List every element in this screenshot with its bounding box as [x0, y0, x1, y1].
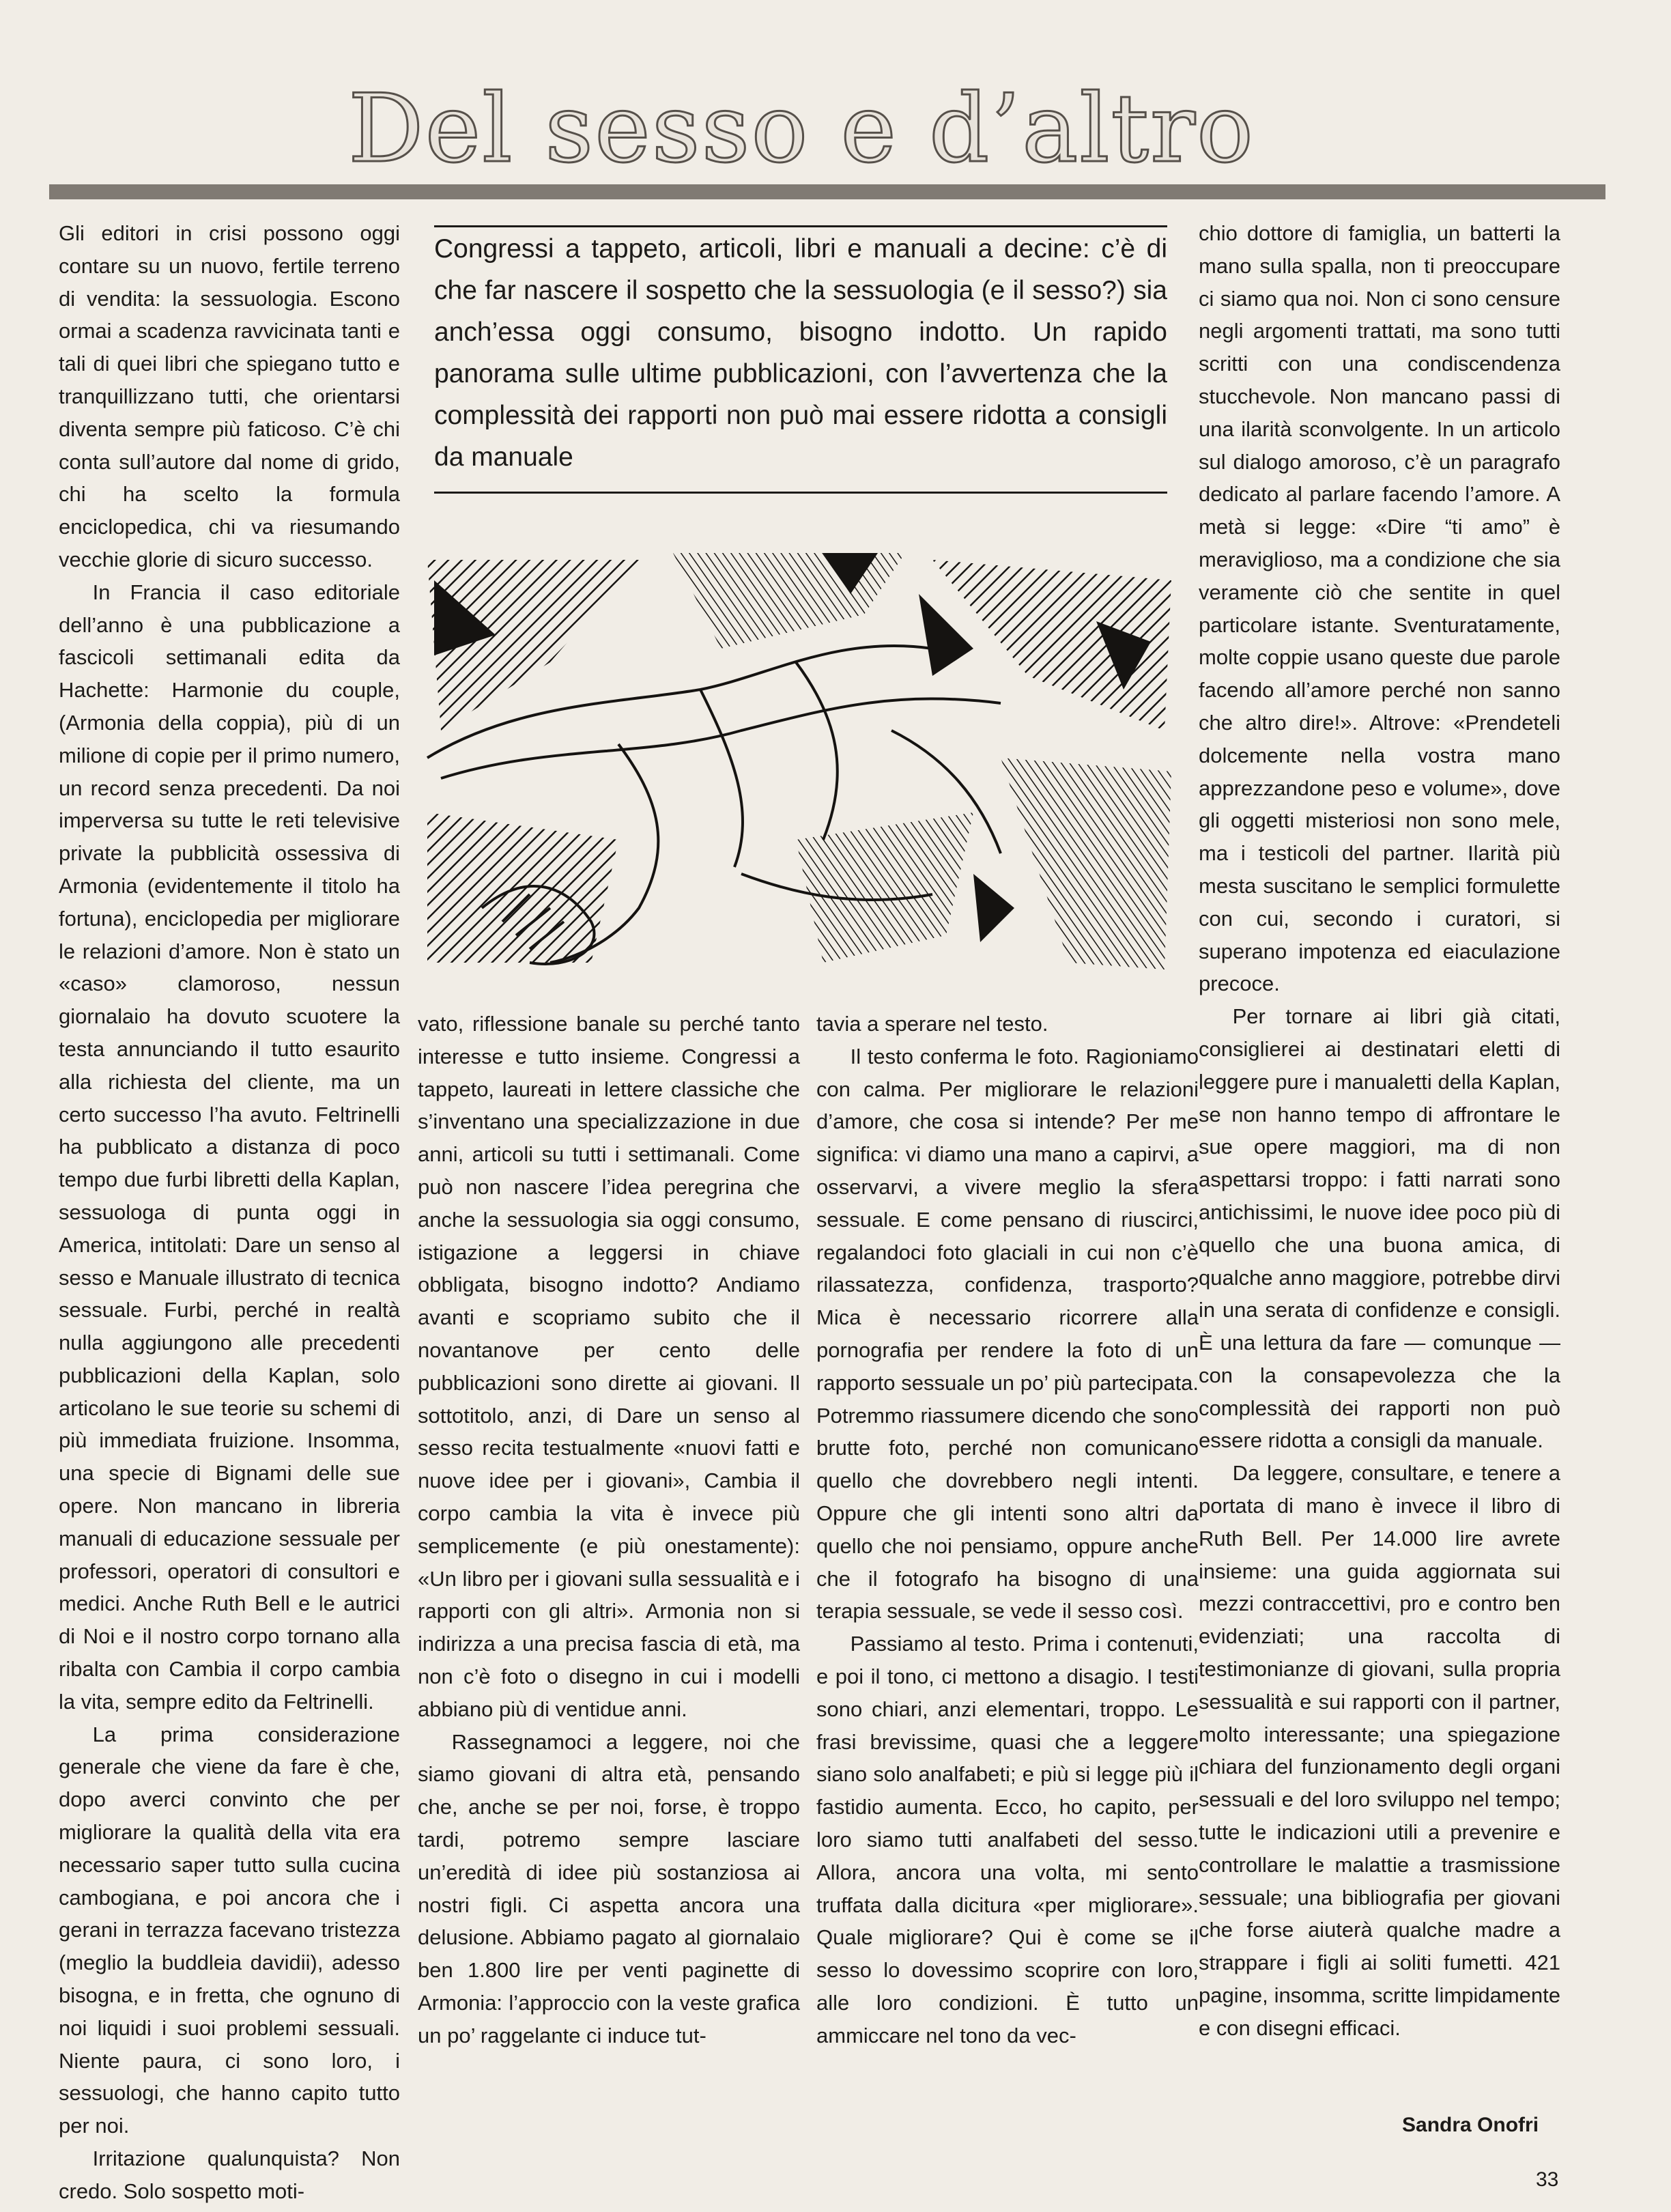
column-1: [59, 217, 400, 2208]
paragraph: chio dottore di famiglia, un batterti la mano sulla spalla, non ti preoccupare ci siamo qua noi. Non ci sono censure negli argomenti trattati, ma sono tutti scritti con una condiscendenza stucchevole. Non mancano passi di una ilarità sconvolgente. In un articolo sul dialogo amoroso, c’è un paragrafo dedicato al parlare facendo l’amore. A metà si legge: «Dire “ti amo” è meraviglioso, ma a condizione che sia veramente ciò che sentite in quel particolare istante. Sventuratamente, molte coppie usano queste due parole facendo all’amore perché non sanno che altro dire!». Altrove: «Prendeteli dolcemente nella vostra mano apprezzandone peso e volume», dove gli oggetti misteriosi non sono mele, ma i testicoli del partner. Ilarità più mesta suscitano le semplici formulette con cui, secondo i curatori, si superano impotenza ed eiaculazione precoce.: [1199, 221, 1560, 996]
illustration: [414, 553, 1178, 976]
paragraph: Il testo conferma le foto. Ragioniamo con calma. Per migliorare le relazioni d’amore, che cosa si intende? Per me significa: vi diamo una mano a capirvi, a osservarvi, a vivere meglio la sfera sessuale. E come pensano di riuscirci, regalandoci foto glaciali in cui non c’è rilassatezza, confidenza, trasporto? Mica è necessario ricorrere alla pornografia per rendere la foto di un rapporto sessuale un po’ più partecipata. Potremmo riassumere dicendo che sono brutte foto, perché non comunicano quello che dovrebbero negli intenti. Oppure che gli intenti sono altri da quello che noi pensiamo, oppure anche che il fotografo ha bisogno di una terapia sessuale, se vede il sesso così.: [816, 1044, 1199, 1623]
page-number: 33: [1536, 2168, 1559, 2191]
paragraph: Gli editori in crisi possono oggi contare su un nuovo, fertile terreno di vendita: la sessuologia. Escono ormai a scadenza ravvicinata tanti e tali di quei libri che spiegano tutto e tranquillizzano tutti, che orientarsi diventa sempre più faticoso. C’è chi conta sull’autore dal nome di grido, chi ha scelto la formula enciclopedica, chi va riesumando vecchie glorie di sicuro successo.: [59, 221, 400, 571]
lead-summary: Congressi a tappeto, articoli, libri e manuali a decine: c’è di che far nascere il sospetto che la sessuologia (e il sesso?) sia anch’essa oggi consumo, bisogno indotto. Un rapido panorama sulle ultime pubblicazioni, con l’avvertenza che la complessità dei rapporti non può mai essere ridotta a consigli da manuale: [434, 234, 1167, 472]
paragraph: tavia a sperare nel testo.: [816, 1012, 1048, 1036]
paragraph: vato, riflessione banale su perché tanto interesse e tutto insieme. Congressi a tappeto, laureati in lettere classiche che s’inventano una specializzazione in due anni, articoli su tutti i settimanali. Come può non nascere l’idea peregrina che anche la sessuologia sia oggi consumo, istigazione a leggersi in chiave obbligata, bisogno indotto? Andiamo avanti e scopriamo subito che il novantanove per cento delle pubblicazioni sono dirette ai giovani. Il sottotitolo, anzi, di Dare un senso al sesso recita testualmente «nuovi fatti e nuove idee per i giovani», Cambia il corpo cambia la vita è invece più semplicemente (e più onestamente): «Un libro per i giovani sulla sessualità e i rapporti con gli altri». Armonia non si indirizza a una precisa fascia di età, ma non c’è foto o disegno in cui i modelli abbiano più di ventidue anni.: [418, 1012, 801, 1721]
lead-rule-bottom: [434, 492, 1167, 494]
paragraph: Da leggere, consultare, e tenere a portata di mano è invece il libro di Ruth Bell. Per 14.000 lire avrete insieme: una guida aggiornata sui mezzi contraccettivi, pro e contro ben evidenziati; una raccolta di testimonianze di giovani, sulla propria sessualità e sui rapporti con il partner, molto interessante; una spiegazione chiara del funzionamento degli organi sessuali e del loro sviluppo nel tempo; tutte le indicazioni utili a prevenire e controllare le malattie a trasmissione sessuale; una bibliografia per giovani che forse aiuterà qualche madre a strappare i figli ai soliti fumetti. 421 pagine, insomma, scritte limpidamente e con disegni efficaci.: [1199, 1461, 1560, 2040]
lead-rule-top: [434, 225, 1167, 227]
author-signature: Sandra Onofri: [1402, 2114, 1539, 2136]
column-2: [418, 1008, 800, 2052]
paragraph: In Francia il caso editoriale dell’anno è una pubblicazione a fascicoli settimanali edita da Hachette: Harmonie du couple, (Armonia della coppia), più di un milione di copie per il primo numero, un record senza precedenti. Da noi imperversa su tutte le reti televisive private la pubblicità ossessiva di Armonia (evidentemente il titolo ha fortuna), enciclopedia per migliorare le relazioni d’amore. Non è stato un «caso» clamoroso, nessun giornalaio ha dovuto scuotere la testa annunciando il tutto esaurito alla richiesta del cliente, ma un certo successo l’ha avuto. Feltrinelli ha pubblicato a distanza di poco tempo due furbi libretti della Kaplan, sessuologa di punta oggi in America, intitolati: Dare un senso al sesso e Manuale illustrato di tecnica sessuale. Furbi, perché in realtà nulla aggiungono alle precedenti pubblicazioni della Kaplan, solo articolano le sue teorie su schemi di più immediata fruizione. Insomma, una specie di Bignami delle sue opere. Non mancano in libreria manuali di educazione sessuale per professori, operatori di consultori e medici. Anche Ruth Bell e le autrici di Noi e il nostro corpo tornano alla ribalta con Cambia il corpo cambia la vita, sempre edito da Feltrinelli.: [59, 580, 400, 1714]
article-title: Del sesso e d’altro: [348, 74, 1255, 184]
column-3: [816, 1008, 1199, 2052]
paragraph: Irritazione qualunquista? Non credo. Solo sospetto moti-: [59, 2146, 400, 2203]
paragraph: Passiamo al testo. Prima i contenuti, e poi il tono, ci mettono a disagio. I testi sono chiari, anzi elementari, troppo. Le frasi brevissime, quasi che a leggere siano solo analfabeti; e più si legge più il fastidio aumenta. Ecco, ho capito, per loro siamo tutti analfabeti del sesso. Allora, ancora una volta, mi sento truffata dalla dicitura «per migliorare». Quale migliorare? Qui è come se il sesso lo dovessimo scoprire con loro, alle loro condizioni. È tutto un ammiccare nel tono da vec-: [816, 1632, 1199, 2047]
paragraph: Rassegnamoci a leggere, noi che siamo giovani di altra età, pensando che, anche se per noi, forse, è troppo tardi, potremo sempre lasciare un’eredità di idee più sostanziosa ai nostri figli. Ci aspetta ancora una delusione. Abbiamo pagato al giornalaio ben 1.800 lire per venti paginette di Armonia: l’approccio con la veste grafica un po’ raggelante ci induce tut-: [418, 1729, 800, 2047]
paragraph: La prima considerazione generale che viene da fare è che, dopo averci convinto che per migliorare la qualità della vita era necessario saper tutto sulla cucina cambogiana, e poi ancora che i gerani in terrazza facevano tristezza (meglio la buddleia davidii), adesso bisogna, e in fretta, che ognuno di noi liquidi i suoi problemi sessuali. Niente paura, ci sono loro, i sessuologi, che hanno capito tutto per noi.: [59, 1722, 400, 2138]
column-4: [1199, 217, 1560, 2045]
title-rule: [49, 184, 1605, 199]
paragraph: Per tornare ai libri già citati, consiglierei ai destinatari eletti di leggere pure i manualetti della Kaplan, se non hanno tempo di affrontare le sue opere maggiori, ma di non aspettarsi troppo: i fatti narrati sono antichissimi, le nuove idee poco più di quello che una buona amica, di qualche anno maggiore, potrebbe dirvi in una serata di confidenze e consigli. È una lettura da fare — comunque — con la consapevolezza che la complessità dei rapporti non può essere ridotta a consigli da manuale.: [1199, 1004, 1560, 1453]
